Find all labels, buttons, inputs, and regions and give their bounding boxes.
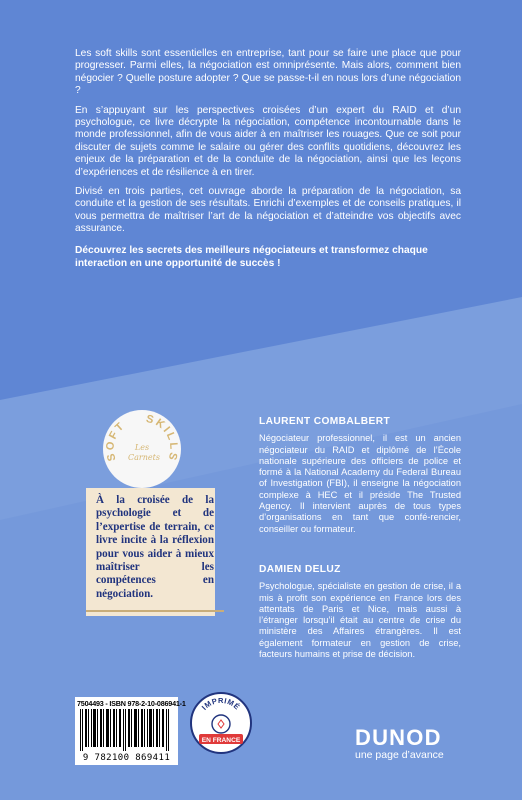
author-name-1: LAURENT COMBALBERT xyxy=(259,416,391,427)
barcode xyxy=(75,697,186,765)
badge-word-soft: SOFT xyxy=(104,419,128,463)
author-bio-1: Négociateur professionnel, il est un ancien négociateur du RAID et diplômé de l’École nationale supérieure des officiers de police et formé à la National Academy du Federal Bureau of Investigation (FBI), il enseigne la négociation complexe à HEC et il préside The Trusted Agency. Il intervient auprès de tous types d’organisations en tant que confé-rencier, conseiller ou formateur. xyxy=(259,433,461,534)
badge-script-carnets: Carnets xyxy=(128,453,160,462)
author-bio-2: Psychologue, spécialiste en gestion de crise, il a mis à profit son expérience en France lors des attentats de Paris et Nice, mais aussi à l’étranger lorsqu’il était au centre de crise du ministère des Affaires étrangères. Il est également formateur en gestion de crise, facteurs humains et prise de décision. xyxy=(259,581,461,660)
soft-skills-logo xyxy=(103,410,181,488)
badge-word-skills: SKILLS xyxy=(144,412,180,464)
imprime-top-text: IMPRIMÉ xyxy=(199,696,242,712)
author-block-1 xyxy=(259,416,461,535)
publisher-name: DUNOD xyxy=(355,725,442,750)
imprime-bottom-text: EN FRANCE xyxy=(201,736,241,744)
svg-text:IMPRIMÉ xyxy=(200,696,242,712)
author-block-2 xyxy=(259,564,461,660)
imprime-en-france-badge xyxy=(190,692,252,754)
blurb-paragraph-1: Les soft skills sont essentielles en entreprise, tant pour se faire une place que pour progresser. Parmi elles, la négociation est omniprésente. Mais alors, comment bien négocier ? Quelle posture adopter ? Que se passe-t-il en nous lors d’une négociation ? xyxy=(75,48,461,97)
pullquote-text: À la croisée de la psychologie et de l’expertise de terrain, ce livre incite à la réflexion pour vous aider à mieux maîtriser les compétences en négociation. xyxy=(96,494,214,600)
pullquote-underline xyxy=(86,610,224,612)
imprime-en-france-logo xyxy=(192,694,250,752)
blurb-paragraph-2: En s’appuyant sur les perspectives croisées d’un expert du RAID et d’un psychologue, ce livre décrypte la négociation, compétence incontournable dans le monde professionnel, afin de vous aider à en maîtriser les rouages. Que ce soit pour discuter de sujets comme le salaire ou gérer des conflits quotidiens, découvrez les enjeux de la préparation et de la conduite de la négociation, ainsi que les leçons d’expériences et de résilience à en tirer. xyxy=(75,104,461,178)
call-to-action: Découvrez les secrets des meilleurs négociateurs et transformez chaque interaction en une opportunité de succès ! xyxy=(75,244,428,269)
collection-badge xyxy=(103,410,181,488)
barcode-digits: 9 782100 869411 xyxy=(82,753,171,763)
badge-script-les: Les xyxy=(134,443,150,452)
barcode-bars-icon xyxy=(78,709,175,751)
svg-text:SOFT xyxy=(104,419,128,462)
publisher-tagline: une page d’avance xyxy=(355,749,444,761)
blurb xyxy=(75,48,461,277)
leaf-icon xyxy=(218,720,224,728)
bulb-icon xyxy=(212,715,230,733)
blurb-paragraph-3: Divisé en trois parties, cet ouvrage aborde la préparation de la négociation, sa conduite et la gestion de ses résultats. Enrichi d’exemples et de conseils pratiques, il vous permettra de maîtriser l’art de la négociation et d’atteindre vos objectifs avec assurance. xyxy=(75,186,461,235)
isbn-line: 7504493 - ISBN 978-2-10-086941-1 xyxy=(77,699,186,708)
author-name-2: DAMIEN DELUZ xyxy=(259,564,341,575)
publisher-logo xyxy=(355,727,465,762)
